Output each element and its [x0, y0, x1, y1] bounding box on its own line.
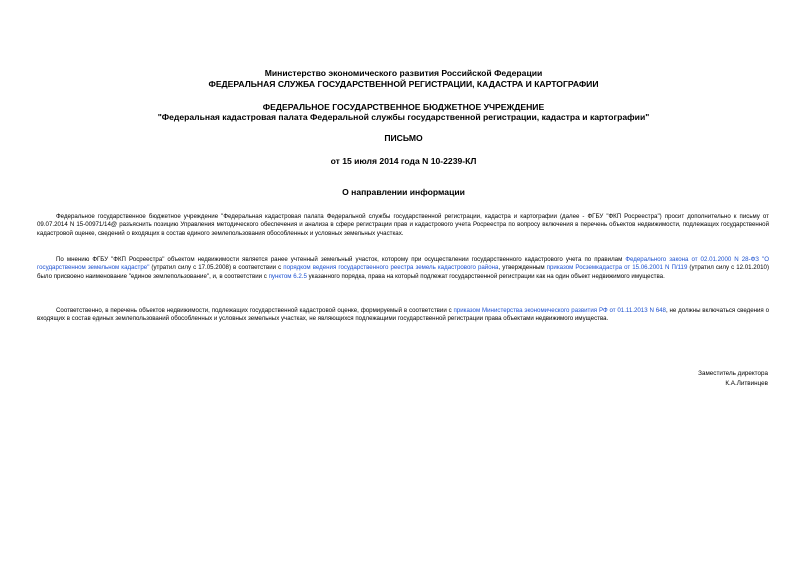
ministry-name: Министерство экономического развития Российской Федерации — [264, 68, 543, 78]
p2-text-1: По мнению ФГБУ "ФКП Росреестра" объектом недвижимости является ранее учтенный земельный участок, которому при осуществлении государственного кадастрового учета по правилам — [56, 256, 626, 263]
document-type: ПИСЬМО — [384, 133, 423, 143]
document-subject: О направлении информации — [342, 187, 465, 197]
institution-type: ФЕДЕРАЛЬНОЕ ГОСУДАРСТВЕННОЕ БЮДЖЕТНОЕ УЧРЕЖДЕНИЕ — [262, 102, 545, 112]
signature-name: К.А.Литвинцев — [725, 380, 768, 387]
p2-text-4: (утратил силу с 12.01.2010) было присвоено наименование "единое землепользование", и, в соответствии с — [37, 264, 769, 280]
link-rosземkadastr-order[interactable]: приказом Росземкадастра от 15.06.2001 N П/119 — [546, 264, 688, 272]
document-date-number: от 15 июля 2014 года N 10-2239-КЛ — [330, 156, 477, 166]
p2-text-2: (утратил силу с 17.05.2008) в соответствии с — [149, 264, 284, 272]
institution-name: "Федеральная кадастровая палата Федеральной службы государственной регистрации, кадастра и картографии" — [157, 112, 650, 122]
link-federal-law-28fz[interactable]: Федерального закона от 02.01.2000 N 28-ФЗ "О государственном земельном кадастре" — [37, 256, 769, 272]
link-registry-procedure[interactable]: порядком ведения государственного реестра земель кадастрового района — [283, 264, 499, 272]
p3-text-2: , не должны включаться сведения о входящих в состав единых землепользований обособленных и условных земельных участках, не являющихся подлежащими государственной регистрации права объектами недвижимого имущества. — [37, 307, 769, 323]
paragraph-3 — [37, 307, 769, 324]
signature-title: Заместитель директора — [698, 370, 768, 377]
service-name: ФЕДЕРАЛЬНАЯ СЛУЖБА ГОСУДАРСТВЕННОЙ РЕГИСТРАЦИИ, КАДАСТРА И КАРТОГРАФИИ — [208, 79, 599, 89]
p3-text-1: Соответственно, в перечень объектов недвижимости, подлежащих государственной кадастровой оценке, формируемый в соответствии с — [56, 307, 454, 314]
link-mineconomdev-order-648[interactable]: приказом Министерства экономического развития РФ от 01.11.2013 N 648 — [453, 307, 666, 314]
p2-text-5: указанного порядка, права на который подлежат государственной регистрации как на один объект недвижимого имущества. — [306, 272, 665, 280]
paragraph-2 — [37, 256, 769, 281]
p2-text-3: , утвержденным — [498, 264, 547, 272]
link-clause-6-2-5[interactable]: пунктом 6.2.5 — [268, 272, 307, 280]
paragraph-1: Федеральное государственное бюджетное учреждение "Федеральная кадастровая палата Федеральной службы государственной регистрации, кадастра и картографии (далее - ФГБУ "ФКП Росреестра") просит дополнительно к письму от 09.07.2014 N 15-00971/14@ разъяснить позицию Управления методического обеспечения и анализа в сфере регистрации прав и кадастрового учета Росреестра по вопросу включения в перечень объектов недвижимости, подлежащих государственной кадастровой оценке, сведений о входящих в состав единого землепользования обособленных и условных земельных участках. — [37, 213, 769, 237]
